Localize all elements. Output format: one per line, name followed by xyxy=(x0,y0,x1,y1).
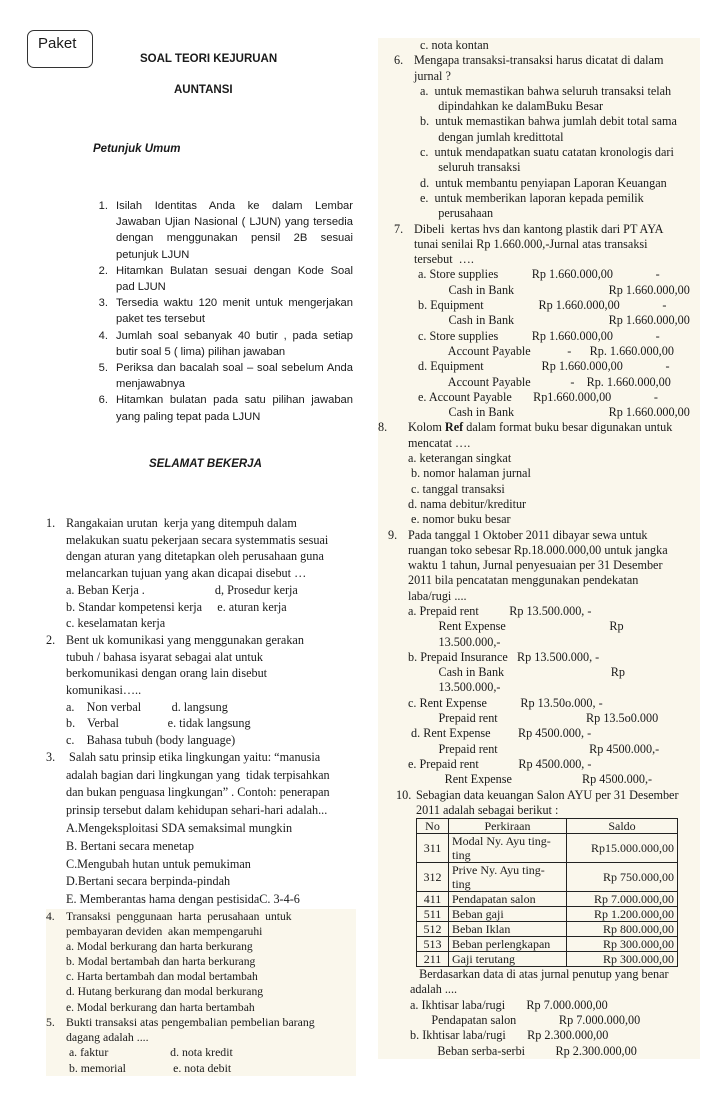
instruction-number: 1. xyxy=(98,200,108,212)
option-line: Prepaid rent Rp 4500.000,- xyxy=(408,741,660,756)
question-line: adalah .... xyxy=(410,982,458,997)
question-body xyxy=(414,53,700,221)
question-number: 6. xyxy=(394,53,404,68)
table-row xyxy=(417,952,678,967)
option-line: a. Beban Kerja . d, Prosedur kerja xyxy=(66,582,298,597)
question-line: melakukan suatu pekerjaan secara systemmatis sesuai xyxy=(66,532,329,547)
option-line: e. Account Payable Rp1.660.000,00 - xyxy=(418,389,658,404)
instruction-item xyxy=(78,263,353,295)
instruction-text: Tersedia waktu 120 menit untuk mengerjakan paket tes tersebut xyxy=(116,297,353,326)
table-cell: Rp 800.000,00 xyxy=(567,922,678,937)
question-9 xyxy=(378,528,700,788)
option-line: d. nama debitur/kreditur xyxy=(408,496,527,511)
table-row xyxy=(417,863,678,892)
instruction-text: Hitamkan Bulatan sesuai dengan Kode Soal pad LJUN xyxy=(116,264,353,294)
question-text-fragment: dalam format buku besar digunakan untuk xyxy=(463,420,673,435)
option-line: A.Mengeksploitasi SDA semaksimal mungkin xyxy=(66,821,293,836)
table-row xyxy=(417,892,678,907)
column-header: No xyxy=(417,819,449,834)
table-cell: 511 xyxy=(417,907,449,922)
question-line: prinsip tersebut dalam kehidupan sehari-hari adalah... xyxy=(66,803,328,818)
question-number: 2. xyxy=(46,632,56,647)
option-line: e. Prepaid rent Rp 4500.000, - xyxy=(408,756,592,771)
question-line: Bukti transaksi atas pengembalian pembelian barang xyxy=(66,1014,315,1029)
question-body xyxy=(66,909,356,1015)
option-line: Cash in Bank Rp 1.660.000,00 xyxy=(418,282,690,297)
question-body xyxy=(66,515,356,632)
option-line: b. Verbal e. tidak langsung xyxy=(66,716,251,731)
question-7 xyxy=(378,222,700,421)
question-line: mencatat …. xyxy=(408,435,471,450)
question-line: Mengapa transaksi-transaksi harus dicatat di dalam xyxy=(414,53,664,68)
question-line: ruangan toko sebesar Rp.18.000.000,00 untuk jangka xyxy=(408,542,668,557)
option-line: e. Modal berkurang dan harta bertambah xyxy=(66,1000,255,1014)
option-line: a. Modal berkurang dan harta berkurang xyxy=(66,940,253,954)
question-line: waktu 1 tahun, Jurnal penyesuaian per 31 Desember xyxy=(408,558,663,573)
question-6 xyxy=(378,53,700,221)
option-line: perusahaan xyxy=(420,206,494,221)
option-line: B. Bertani secara menetap xyxy=(66,838,194,853)
table-cell: 312 xyxy=(417,863,449,892)
table-row xyxy=(417,922,678,937)
option-line: c. keselamatan kerja xyxy=(66,616,166,631)
instruction-item xyxy=(78,198,353,263)
question-number: 3. xyxy=(46,749,56,764)
instruction-item xyxy=(78,328,353,360)
question-line: melancarkan tujuan yang akan dicapai disebut … xyxy=(66,566,307,581)
question-10 xyxy=(378,788,700,819)
table-cell: Rp 300.000,00 xyxy=(567,937,678,952)
right-questions xyxy=(378,38,700,1059)
option-line: b. Ikhtisar laba/rugi Rp 2.300.000,00 xyxy=(410,1028,609,1043)
question-number: 8. xyxy=(378,420,388,435)
table-cell: 411 xyxy=(417,892,449,907)
account-table-wrap xyxy=(378,818,700,967)
table-cell: Prive Ny. Ayu ting-ting xyxy=(449,863,567,892)
table-row xyxy=(417,834,678,863)
question-1 xyxy=(46,515,356,632)
table-cell: 211 xyxy=(417,952,449,967)
table-row xyxy=(417,937,678,952)
option-line: e. untuk memberikan laporan kepada pemilik xyxy=(420,190,644,205)
question-number: 10. xyxy=(396,787,412,802)
table-cell: 311 xyxy=(417,834,449,863)
option-line: Account Payable - Rp. 1.660.000,00 xyxy=(418,343,674,358)
table-header-row xyxy=(417,819,678,834)
option-line: a. Ikhtisar laba/rugi Rp 7.000.000,00 xyxy=(410,997,608,1012)
question-line: jurnal ? xyxy=(414,68,451,83)
question-line: dan bukan penguasa lingkungan” . Contoh: penerapan xyxy=(66,785,330,800)
option-line: D.Bertani secara berpinda-pindah xyxy=(66,874,231,889)
instruction-number: 5. xyxy=(98,362,108,375)
column-header: Perkiraan xyxy=(449,819,567,834)
question-line: tunai senilai Rp 1.660.000,-Jurnal atas transaksi xyxy=(414,236,648,251)
question-5-continued xyxy=(378,38,700,53)
question-line: berkomunikasi dengan orang lain disebut xyxy=(66,666,268,681)
instruction-number: 3. xyxy=(98,297,108,310)
question-line: tersebut …. xyxy=(414,252,474,267)
option-line: c. Rent Expense Rp 13.50o.000, - xyxy=(408,695,603,710)
question-line: tubuh / bahasa isyarat sebagai alat untuk xyxy=(66,649,263,664)
instruction-item xyxy=(78,392,353,424)
option-line: d. Hutang berkurang dan modal berkurang xyxy=(66,985,264,999)
table-cell: 513 xyxy=(417,937,449,952)
question-line: adalah bagian dari lingkungan yang tidak terpisahkan xyxy=(66,767,330,782)
left-questions xyxy=(46,515,356,1076)
instruction-text: Jumlah soal sebanyak 40 butir , pada setiap butir soal 5 ( lima) pilihan jawaban xyxy=(116,329,353,358)
question-line: Salah satu prinsip etika lingkungan yaitu: “manusia xyxy=(66,749,321,764)
closing-greeting: SELAMAT BEKERJA xyxy=(149,458,262,470)
option-line: a. keterangan singkat xyxy=(408,451,512,466)
option-line: c. Bahasa tubuh (body language) xyxy=(66,733,236,748)
table-cell: Rp 750.000,00 xyxy=(567,863,678,892)
option-line: c. nota kontan xyxy=(420,38,489,52)
option-line: b. nomor halaman jurnal xyxy=(408,466,531,481)
option-line: a. Prepaid rent Rp 13.500.000, - xyxy=(408,603,592,618)
question-body xyxy=(408,528,700,788)
question-number: 9. xyxy=(388,527,398,542)
question-line: Dibeli kertas hvs dan kantong plastik dari PT AYA xyxy=(414,221,664,236)
question-body xyxy=(408,420,700,527)
table-cell: Beban perlengkapan xyxy=(449,937,567,952)
option-line: E. Memberantas hama dengan pestisidaC. 3-4-6 xyxy=(66,892,300,907)
table-cell: Rp 7.000.000,00 xyxy=(567,892,678,907)
option-line: Pendapatan salon Rp 7.000.000,00 xyxy=(410,1013,641,1028)
option-line: a. Non verbal d. langsung xyxy=(66,699,228,714)
question-body xyxy=(66,632,356,749)
option-line: Rent Expense Rp xyxy=(408,619,624,634)
question-line: komunikasi….. xyxy=(66,683,142,698)
option-line: c. tanggal transaksi xyxy=(408,481,505,496)
option-line: C.Mengubah hutan untuk pemukiman xyxy=(66,856,251,871)
option-line: b. Equipment Rp 1.660.000,00 - xyxy=(418,298,667,313)
table-cell: Beban Iklan xyxy=(449,922,567,937)
table-row xyxy=(417,907,678,922)
option-line: a. Store supplies Rp 1.660.000,00 - xyxy=(418,267,660,282)
option-line: c. Store supplies Rp 1.660.000,00 - xyxy=(418,328,660,343)
option-line: a. faktur d. nota kredit xyxy=(66,1045,233,1060)
question-body xyxy=(416,788,700,819)
instruction-number: 2. xyxy=(98,264,108,277)
option-line: 13.500.000,- xyxy=(408,634,501,649)
instruction-text: Periksa dan bacalah soal – soal sebelum Anda menjawabnya xyxy=(116,362,353,391)
instruction-number: 4. xyxy=(98,329,108,342)
option-line: 13.500.000,- xyxy=(408,680,501,695)
table-cell: Rp15.000.000,00 xyxy=(567,834,678,863)
question-line: Pada tanggal 1 Oktober 2011 dibayar sewa untuk xyxy=(408,527,648,542)
option-line: Cash in Bank Rp 1.660.000,00 xyxy=(418,313,690,328)
option-line: d. Equipment Rp 1.660.000,00 - xyxy=(418,359,670,374)
table-cell: Modal Ny. Ayu ting-ting xyxy=(449,834,567,863)
table-cell: Gaji terutang xyxy=(449,952,567,967)
instructions-list xyxy=(78,198,353,425)
question-line: dagang adalah .... xyxy=(66,1029,149,1044)
instructions-heading: Petunjuk Umum xyxy=(93,143,181,155)
question-2 xyxy=(46,632,356,749)
question-number: 4. xyxy=(46,910,55,924)
column-header: Saldo xyxy=(567,819,678,834)
document-title: SOAL TEORI KEJURUAN xyxy=(140,53,278,65)
question-line: Transaksi penggunaan harta perusahaan untuk xyxy=(66,910,292,924)
question-line: Sebagian data keuangan Salon AYU per 31 Desember xyxy=(416,787,679,802)
table-cell: Rp 1.200.000,00 xyxy=(567,907,678,922)
question-number: 7. xyxy=(394,221,404,236)
question-line: 2011 bila pencatatan menggunakan pendekatan xyxy=(408,573,639,588)
option-line: d. Rent Expense Rp 4500.000, - xyxy=(408,726,592,741)
question-line: pembayaran deviden akan mempengaruhi xyxy=(66,925,263,939)
option-line: c. Harta bertambah dan modal bertambah xyxy=(66,970,258,984)
table-cell: Rp 300.000,00 xyxy=(567,952,678,967)
question-line: 2011 adalah sebagai berikut : xyxy=(416,802,559,817)
option-line: Cash in Bank Rp 1.660.000,00 xyxy=(418,405,690,420)
account-table xyxy=(416,818,678,967)
document-subtitle: AUNTANSI xyxy=(174,84,233,96)
question-number: 1. xyxy=(46,516,56,530)
instruction-number: 6. xyxy=(98,394,108,407)
option-line: dengan jumlah kredittotal xyxy=(420,129,564,144)
option-line: Beban serba-serbi Rp 2.300.000,00 xyxy=(410,1043,637,1058)
option-line: d. untuk membantu penyiapan Laporan Keuangan xyxy=(420,175,667,190)
question-3 xyxy=(46,749,356,909)
option-line: a. untuk memastikan bahwa seluruh transaksi telah xyxy=(420,83,672,98)
question-text-bold: Ref xyxy=(444,420,464,435)
question-body xyxy=(66,1015,356,1076)
question-body xyxy=(66,749,356,909)
paket-label: Paket xyxy=(27,30,93,68)
option-line: b. Modal bertambah dan harta berkurang xyxy=(66,955,256,969)
table-cell: Pendapatan salon xyxy=(449,892,567,907)
option-line: Prepaid rent Rp 13.5o0.000 xyxy=(408,711,659,726)
question-5 xyxy=(46,1015,356,1076)
option-line: Cash in Bank Rp xyxy=(408,665,626,680)
option-line: seluruh transaksi xyxy=(420,160,521,175)
option-line: Rent Expense Rp 4500.000,- xyxy=(408,772,653,787)
instruction-item xyxy=(78,295,353,327)
table-cell: Beban gaji xyxy=(449,907,567,922)
question-body xyxy=(414,222,700,421)
instruction-item xyxy=(78,360,353,392)
question-line: laba/rugi .... xyxy=(408,588,467,603)
question-4 xyxy=(46,909,356,1015)
option-line: b. Prepaid Insurance Rp 13.500.000, - xyxy=(408,649,600,664)
option-line: Account Payable - Rp. 1.660.000,00 xyxy=(418,374,671,389)
question-text-fragment: Kolom xyxy=(408,420,445,435)
option-line: b. untuk memastikan bahwa jumlah debit total sama xyxy=(420,114,677,129)
question-8 xyxy=(378,420,700,527)
question-line xyxy=(408,420,700,435)
option-line: e. nomor buku besar xyxy=(408,512,511,527)
option-line: b. memorial e. nota debit xyxy=(66,1060,232,1075)
question-10-answers xyxy=(378,967,700,1059)
option-line: dipindahkan ke dalamBuku Besar xyxy=(420,99,604,114)
question-line: dengan aturan yang ditetapkan oleh perusahaan guna xyxy=(66,549,324,564)
question-line: Rangakaian urutan kerja yang ditempuh dalam xyxy=(66,516,297,530)
option-line: b. Standar kompetensi kerja e. aturan kerja xyxy=(66,599,287,614)
question-line: Berdasarkan data di atas jurnal penutup yang benar xyxy=(410,967,669,982)
question-number: 5. xyxy=(46,1014,55,1029)
table-cell: 512 xyxy=(417,922,449,937)
instruction-text: Hitamkan bulatan pada satu pilihan jawaban yang paling tepat pada LJUN xyxy=(116,394,353,423)
option-line: c. untuk mendapatkan suatu catatan kronologis dari xyxy=(420,145,674,160)
instruction-text: Isilah Identitas Anda ke dalam Lembar Jawaban Ujian Nasional ( LJUN) yang tersedia dengan menggunakan pensil 2B sesuai petunjuk LJUN xyxy=(116,200,353,261)
question-line: Bent uk komunikasi yang menggunakan gerakan xyxy=(66,632,304,647)
